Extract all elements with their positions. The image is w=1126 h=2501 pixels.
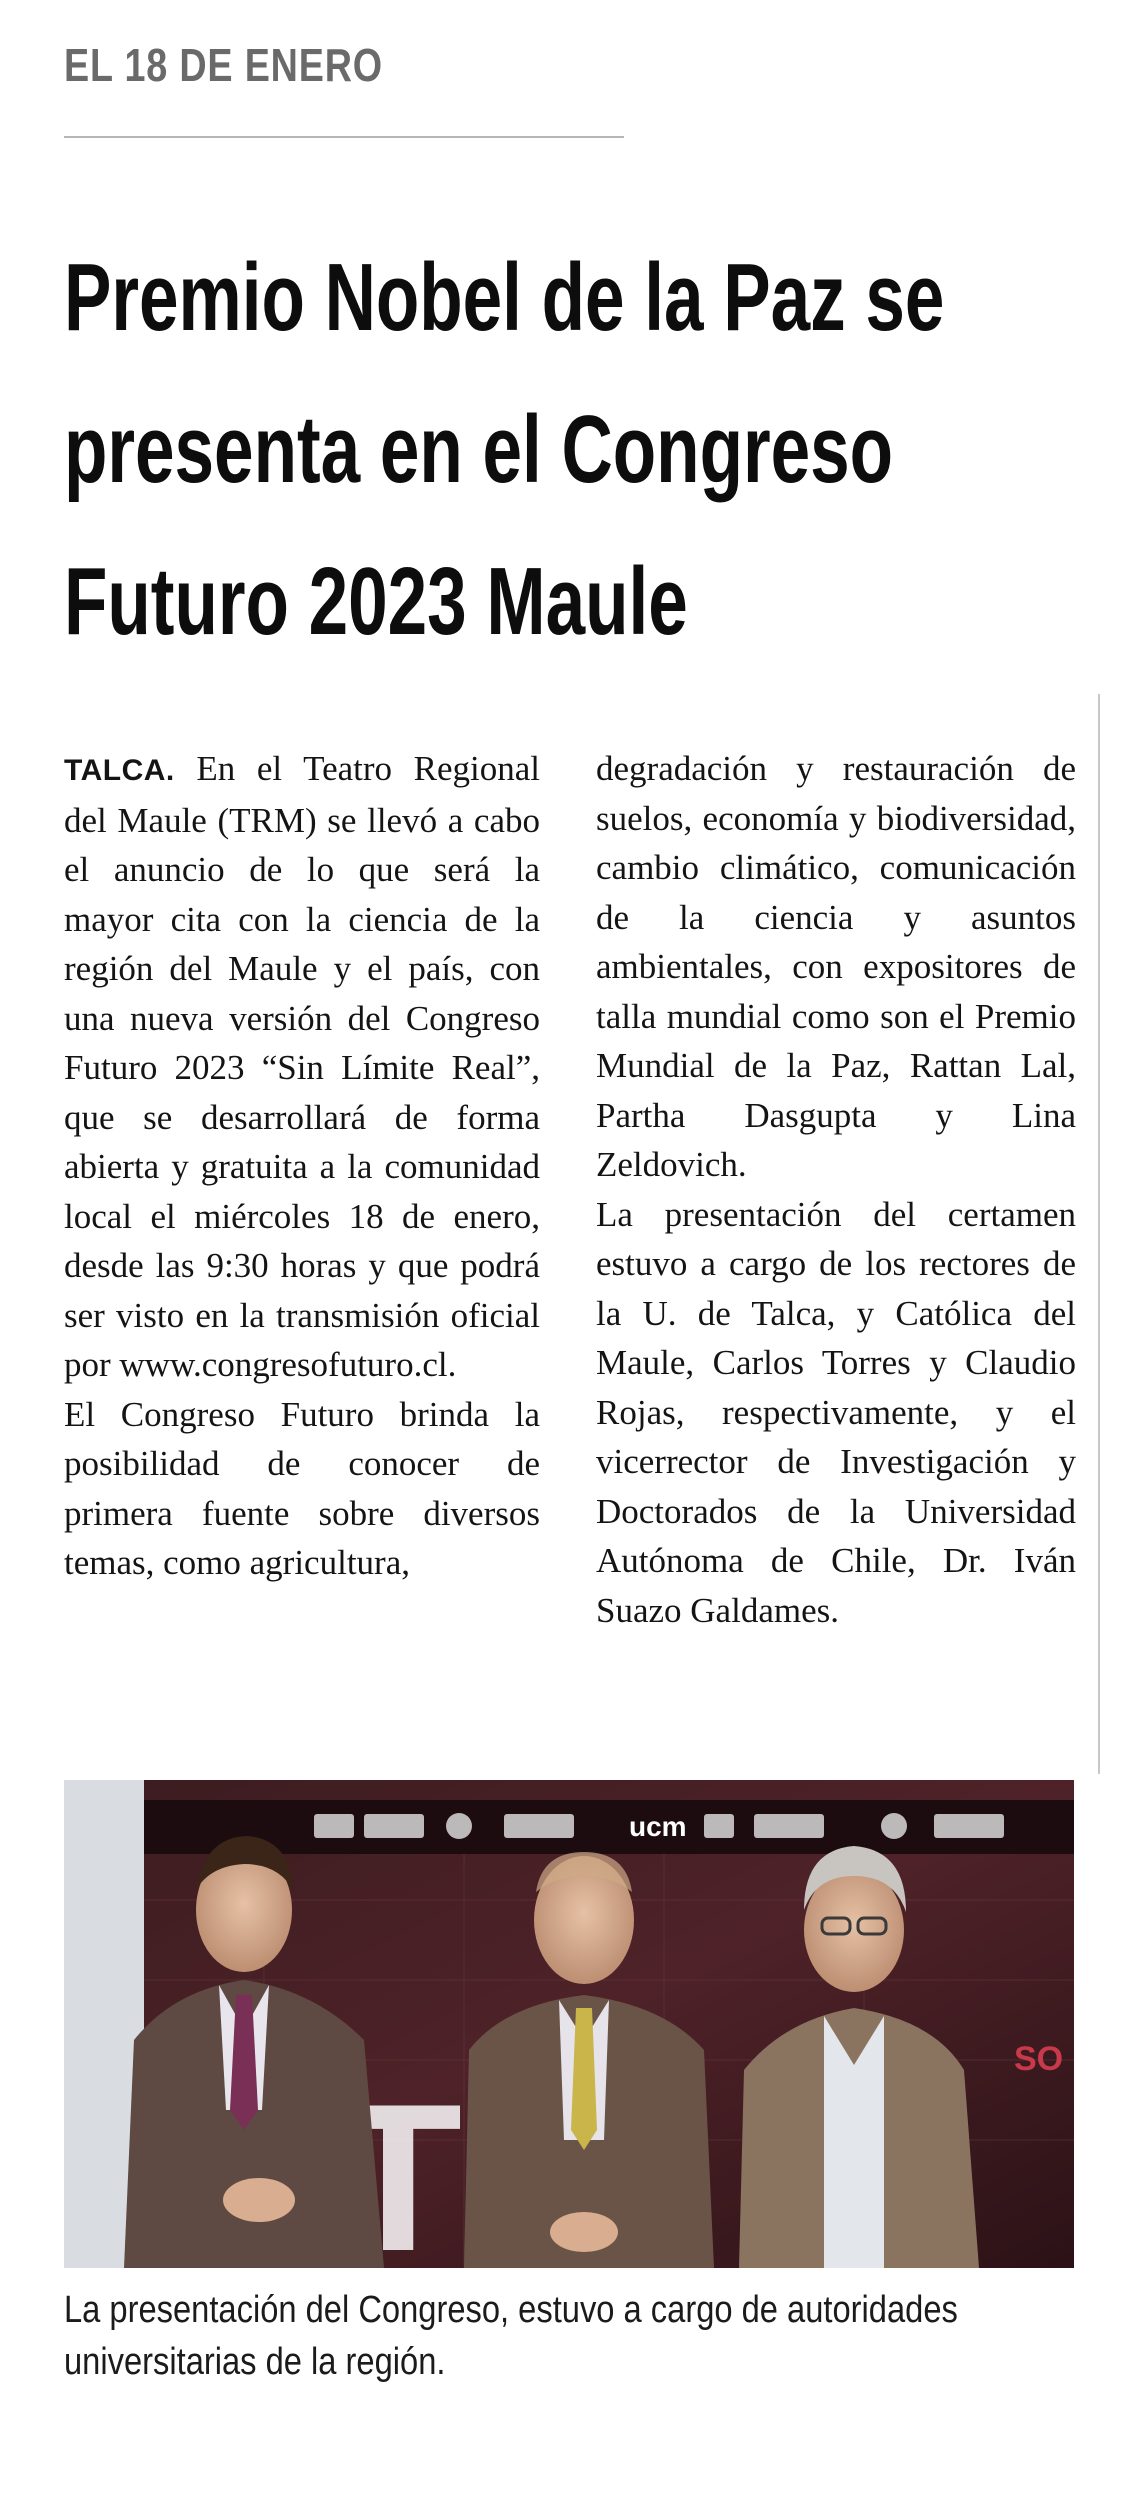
section-kicker: EL 18 DE ENERO bbox=[64, 39, 383, 91]
column-right-rule bbox=[1098, 694, 1100, 1774]
article-paragraph: La presentación del certamen estuvo a cargo de los rectores de la U. de Talca, y Católica del Maule, Carlos Torres y Claudio Rojas, respectivamente, y el vicerrector de Investigación y Doctorados de la Universidad Autónoma de Chile, Dr. Iván Suazo Galdames. bbox=[596, 1194, 1076, 1630]
caption-line-2: universitarias de la región. bbox=[64, 2341, 446, 2383]
article-paragraph: El Congreso Futuro brinda la posibilidad de conocer de primera fuente sobre diversos temas, como agricultura, bbox=[64, 1394, 540, 1582]
photo-caption bbox=[64, 2284, 976, 2388]
ucm-logo-text: ucm bbox=[629, 1811, 687, 1842]
headline bbox=[64, 222, 945, 678]
article-paragraph bbox=[64, 744, 540, 1390]
headline-line-3: Futuro 2023 Maule bbox=[64, 548, 688, 655]
article-column-right bbox=[596, 744, 1076, 1635]
article-paragraph: degradación y restauración de suelos, economía y biodiversidad, cambio climático, comunicación de la ciencia y asuntos ambientales, con expositores de talla mundial como son el Premio Mundial de la Paz, Rattan Lal, Partha Dasgupta y Lina Zeldovich. bbox=[596, 749, 1076, 1184]
article-photo bbox=[64, 1780, 1074, 2268]
headline-line-2: presenta en el Congreso bbox=[64, 396, 894, 503]
dateline: TALCA. bbox=[64, 754, 175, 787]
kicker-divider bbox=[64, 136, 624, 138]
backdrop-lettering-right: SO bbox=[1014, 2040, 1064, 2078]
article-column-left bbox=[64, 744, 540, 1588]
headline-line-1: Premio Nobel de la Paz se bbox=[64, 244, 945, 351]
caption-line-1: La presentación del Congreso, estuvo a cargo de autoridades bbox=[64, 2289, 958, 2331]
paragraph-text: En el Teatro Regional del Maule (TRM) se llevó a cabo el anuncio de lo que será la mayor cita con la ciencia de la región del Maule y el país, con una nueva versión del Congreso Futuro 2023 “Sin Límite Real”, que se desarrollará de forma abierta y gratuita a la comunidad local el miércoles 18 de enero, desde las 9:30 horas y que podrá ser visto en la transmisión oficial por www.congresofuturo.cl. bbox=[64, 749, 540, 1384]
